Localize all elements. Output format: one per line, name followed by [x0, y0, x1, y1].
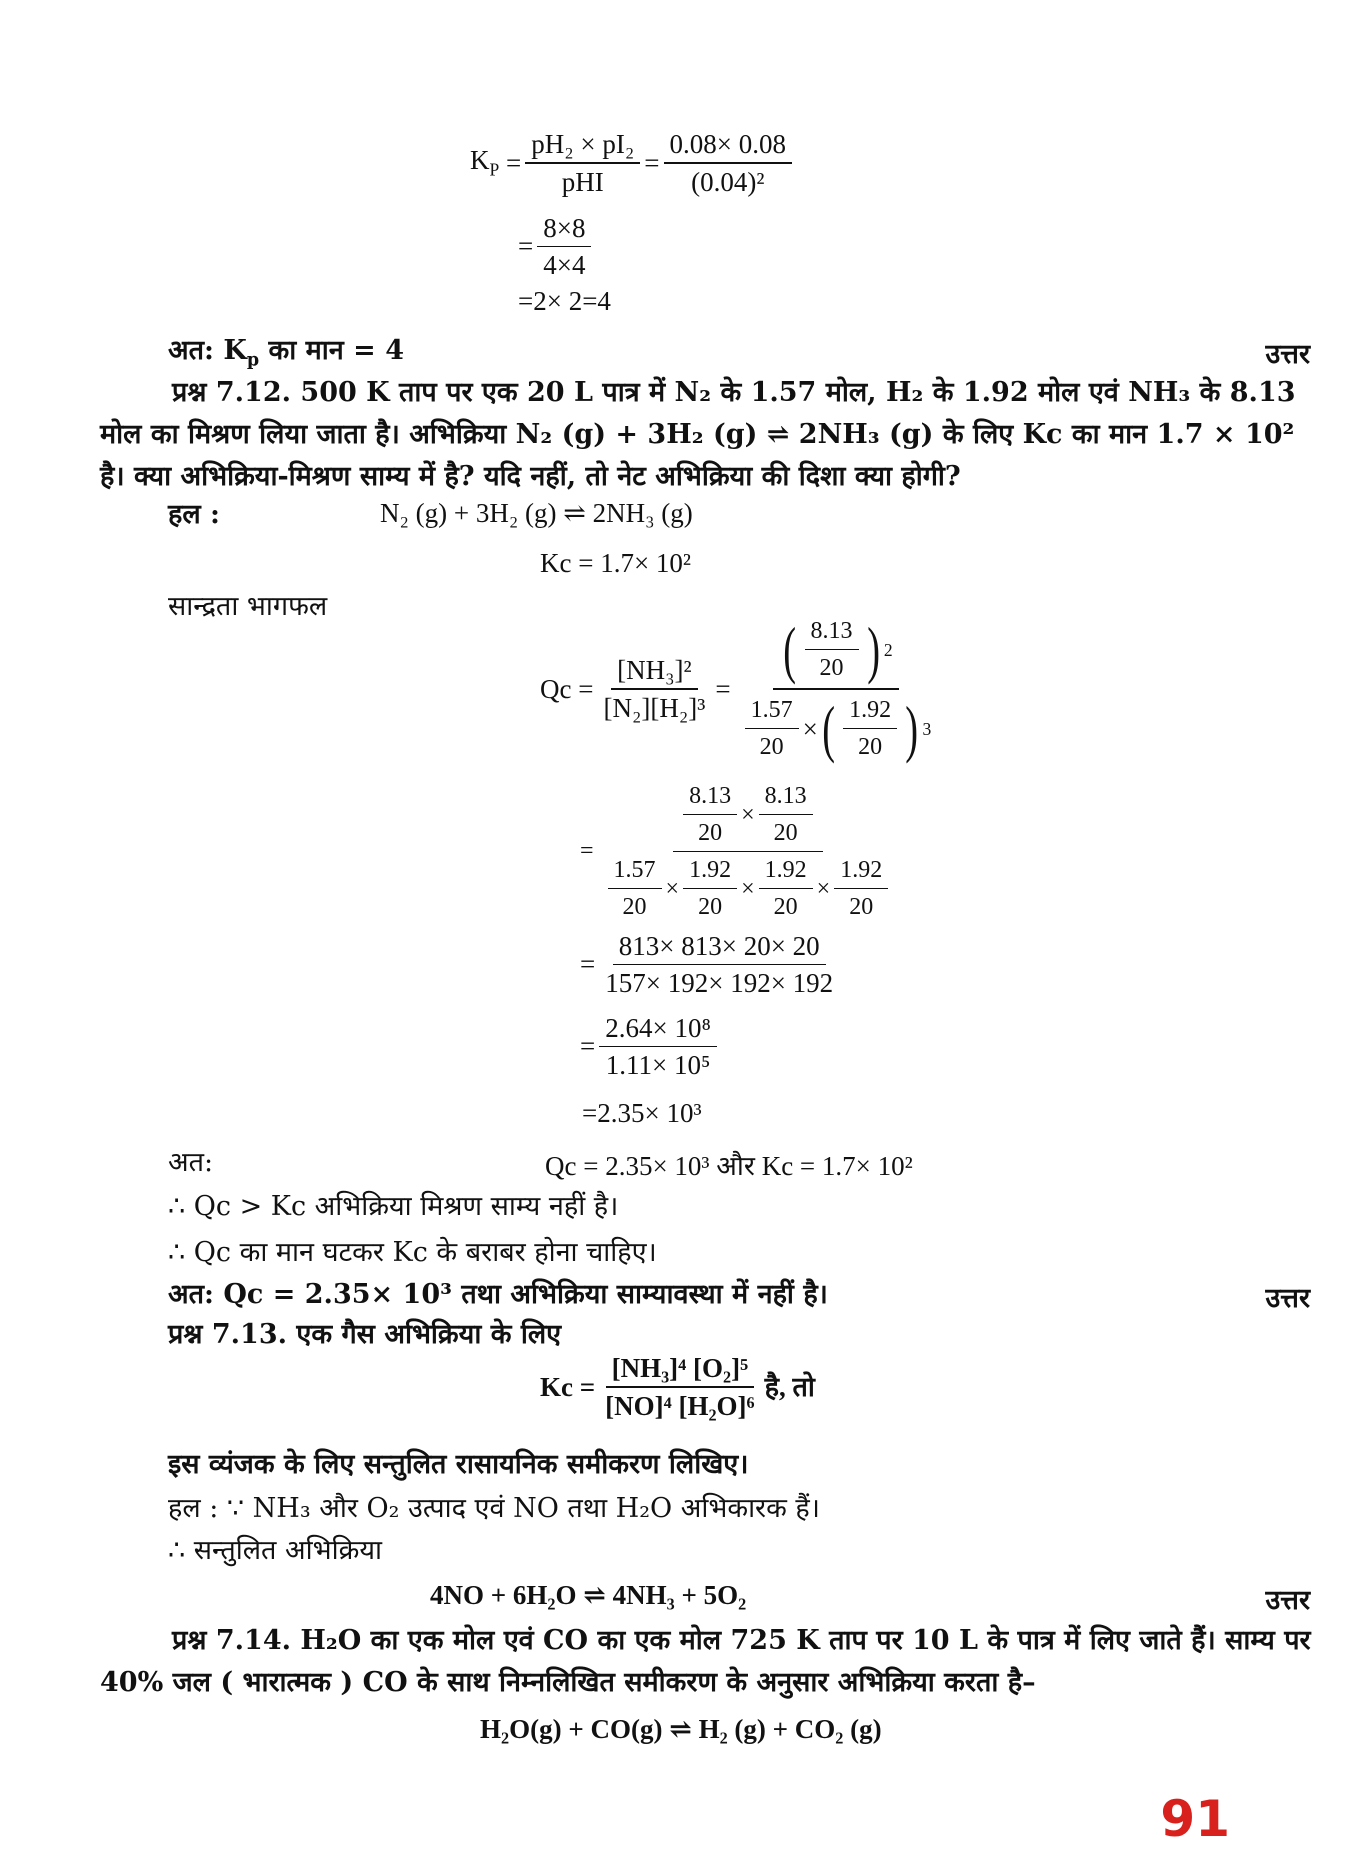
kp-step-3: =2× 2=4	[518, 286, 611, 316]
kc-value: Kc = 1.7× 10²	[540, 548, 692, 578]
qc-kc-comparison: Qc = 2.35× 10³ और Kc = 1.7× 10²	[545, 1151, 913, 1181]
balanced-reaction-label: ∴ सन्तुलित अभिक्रिया	[168, 1535, 382, 1566]
kc-expression: Kc = $\frac{\text{[NH₃]⁴ [O₂]⁵}}{\text{[NO]⁴ [H₂O]⁶}}$ है, तो	[540, 1353, 815, 1421]
qc-step-3: = $\frac{813\times 813\times 20\times 20}{157\times 192\times 192\times 192}$	[580, 931, 834, 998]
therefore-line-2: ∴ Qc का मान घटकर Kc के बराबर होना चाहिए।	[168, 1237, 657, 1268]
q714-equation: H₂O(g) + CO(g) ⇌ H₂ (g) + CO₂ (g)	[480, 1714, 882, 1744]
kp-result: अत: $K_p$ का मान = 4	[168, 335, 404, 371]
qc-step-5: =2.35× 10³	[582, 1098, 702, 1128]
q712-conclusion: अत: Qc = 2.35× 10³ तथा अभिक्रिया साम्यावस्था में नहीं है।	[168, 1279, 828, 1310]
answer-label: उत्तर	[1265, 339, 1310, 370]
kp-fraction-partial-pressures: $\frac{\text{pH₂ × pI₂}}{\text{pHI}}$	[525, 128, 640, 198]
kp-lhs: $K_P$	[470, 145, 500, 180]
atah-label: अत:	[168, 1147, 214, 1178]
q713-solution: हल : ∵ NH₃ और O₂ उत्पाद एवं NO तथा H₂O अभिकारक हैं।	[168, 1493, 820, 1524]
hal-label: हल :	[168, 499, 221, 530]
kp-fraction-values: $\frac{0.08\times 0.08}{\text{(0.04)²}}$	[664, 128, 792, 198]
kp-equation: $K_P$ = $\frac{\text{pH₂ × pI₂}}{\text{pHI}}$ = $\frac{0.08\times 0.08}{\text{(0.04)²}}$	[470, 128, 796, 198]
reaction-equation: N₂ (g) + 3H₂ (g) ⇌ 2NH₃ (g)	[380, 498, 693, 528]
question-7-14: प्रश्न 7.14. H₂O का एक मोल एवं CO का एक मोल 725 K ताप पर 10 L के पात्र में लिए जाते हैं। साम्य पर 40% जल ( भारात्मक ) CO के साथ निम्नलिखित समीकरण के अनुसार अभिक्रिया करता है–	[100, 1625, 1311, 1698]
q713-instruction: इस व्यंजक के लिए सन्तुलित रासायनिक समीकरण लिखिए।	[168, 1449, 749, 1480]
therefore-line-1: ∴ Qc > Kc अभिक्रिया मिश्रण साम्य नहीं है।	[168, 1191, 619, 1222]
qc-label: सान्द्रता भागफल	[168, 591, 328, 622]
page-number: 91	[1160, 1790, 1230, 1848]
balanced-equation: 4NO + 6H₂O ⇌ 4NH₃ + 5O₂	[430, 1580, 747, 1610]
answer-label: उत्तर	[1265, 1585, 1310, 1616]
question-7-13-title: प्रश्न 7.13. एक गैस अभिक्रिया के लिए	[168, 1319, 562, 1350]
qc-expression: Qc = $\frac{\text{[NH₃]²}}{\text{[N₂][H₂]³}}$ = ( $\frac{8.13}{20}$ ) 2 $\frac{1.57}{20}$ × ( $\frac{1.92}{20}$ ) 3	[540, 615, 941, 763]
kp-step-2: = $\frac{8\times 8}{4\times 4}$	[518, 212, 595, 281]
answer-label: उत्तर	[1265, 1283, 1310, 1314]
qc-substituted: ( $\frac{8.13}{20}$ ) 2 $\frac{1.57}{20}$ × ( $\frac{1.92}{20}$ ) 3	[735, 615, 938, 763]
question-7-12: प्रश्न 7.12. 500 K ताप पर एक 20 L पात्र में N₂ के 1.57 मोल, H₂ के 1.92 मोल एवं NH₃ के 8.13 मोल का मिश्रण लिया जाता है। अभिक्रिया N₂ (g) + 3H₂ (g) ⇌ 2NH₃ (g) के लिए Kc का मान 1.7 × 10² है। क्या अभिक्रिया-मिश्रण साम्य में है? यदि नहीं, तो नेट अभिक्रिया की दिशा क्या होगी?	[100, 377, 1296, 492]
qc-step-4: = $\frac{\text{2.64× 10⁸}}{\text{1.11× 10⁵}}$	[580, 1012, 721, 1081]
qc-step-2: = $\frac{8.13}{20}$ × $\frac{8.13}{20}$ $\frac{1.57}{20}$ × $\frac{1.92}{20}$ × $\frac{1.92}{20}$ × $\frac{1.92}{20}$	[580, 780, 902, 923]
